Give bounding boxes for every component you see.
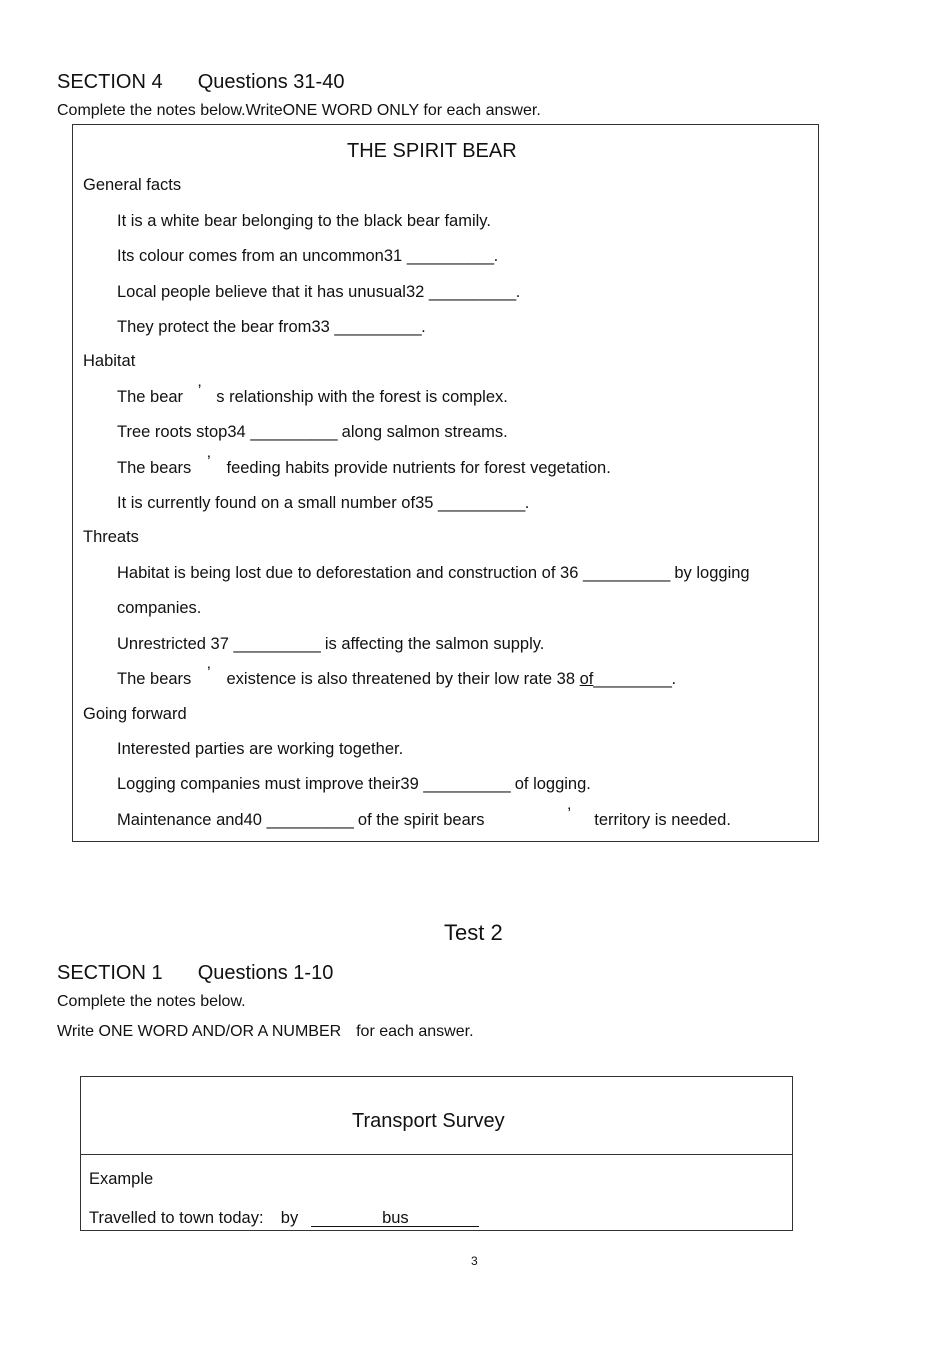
note-text: of the spirit bears — [357, 811, 485, 829]
instruction-text: Write — [57, 1023, 95, 1040]
note-text: Habitat is being lost due to deforestation and construction of — [117, 564, 556, 582]
instruction-text-end: for each answer. — [423, 102, 541, 119]
section-label: SECTION 1 — [57, 962, 163, 984]
note-text: It is currently found on a small number of — [117, 494, 416, 512]
apostrophe: ’ — [207, 453, 211, 471]
note-text: Logging companies must improve their — [117, 775, 401, 793]
section-4-instruction — [57, 102, 541, 120]
going-forward-heading: Going forward — [83, 705, 187, 723]
period: . — [493, 247, 499, 265]
period: . — [515, 283, 521, 301]
answer-blank-35[interactable]: __________ — [438, 494, 525, 512]
answer-blank-32[interactable]: __________ — [428, 283, 516, 301]
question-number-34: 34 — [227, 423, 246, 441]
question-number-31: 31 — [383, 247, 403, 265]
questions-range: Questions 1-10 — [197, 962, 334, 984]
spirit-bear-notes-box — [72, 124, 819, 842]
question-number-32: 32 — [405, 283, 425, 301]
notes-title: THE SPIRIT BEAR — [347, 140, 517, 162]
question-number-35: 35 — [415, 494, 434, 512]
note-text: of logging. — [514, 775, 591, 793]
section-1-instruction-2 — [57, 1023, 474, 1041]
period: . — [421, 318, 426, 336]
answer-blank-39[interactable]: __________ — [423, 775, 511, 793]
note-text: The bears — [117, 459, 192, 477]
period: . — [671, 670, 677, 688]
note-text: The bears — [117, 670, 192, 688]
section-1-heading — [57, 962, 333, 985]
general-facts-heading: General facts — [83, 176, 182, 194]
note-habitat-2 — [117, 423, 508, 442]
instruction-text: Complete the notes below.Write — [57, 102, 283, 119]
threats-heading: Threats — [83, 528, 139, 546]
note-general-4 — [117, 318, 426, 337]
answer-blank-38[interactable]: _________ — [593, 670, 672, 688]
instruction-emphasis: ONE WORD AND/OR A NUMBER — [98, 1023, 342, 1040]
instruction-text-end: for each answer. — [356, 1023, 474, 1040]
answer-blank-40[interactable]: __________ — [266, 811, 354, 829]
answer-blank-37[interactable]: __________ — [233, 635, 321, 653]
note-threats-2 — [117, 635, 544, 654]
note-text: existence is also threatened by their low rate — [226, 670, 553, 688]
answer-blank-36[interactable]: __________ — [583, 564, 670, 582]
question-number-37: 37 — [210, 635, 229, 653]
note-habitat-4 — [117, 494, 529, 513]
question-number-36: 36 — [560, 564, 579, 582]
note-text: Its colour comes from an uncommon — [117, 247, 384, 265]
note-threats-1 — [117, 564, 750, 583]
note-text: territory is needed. — [594, 811, 731, 829]
note-text: of — [579, 670, 594, 688]
period: . — [524, 494, 530, 512]
note-text: Unrestricted — [117, 635, 206, 653]
answer-blank-31[interactable]: __________ — [406, 247, 494, 265]
note-threats-1-cont: companies. — [117, 599, 202, 617]
example-answer — [311, 1210, 479, 1227]
apostrophe: ’ — [207, 664, 211, 682]
section-1-instruction-1: Complete the notes below. — [57, 993, 246, 1010]
note-text: Tree roots stop — [117, 423, 228, 441]
note-text: feeding habits provide nutrients for forest vegetation. — [226, 459, 611, 477]
apostrophe: ’ — [197, 382, 202, 400]
answer-blank-33[interactable]: __________ — [334, 318, 422, 336]
note-text: s relationship with the forest is complex. — [216, 388, 508, 406]
note-text: They protect the bear from — [117, 318, 312, 336]
example-answer-text: bus — [382, 1209, 409, 1227]
question-number-39: 39 — [400, 775, 419, 793]
test-2-title: Test 2 — [444, 920, 503, 945]
note-threats-3 — [117, 664, 677, 689]
section-label: SECTION 4 — [57, 71, 163, 93]
note-text: along salmon streams. — [341, 423, 508, 441]
note-forward-2 — [117, 775, 591, 794]
note-text: Local people believe that it has unusual — [117, 283, 406, 301]
note-text: The bear — [117, 388, 184, 406]
note-general-2 — [117, 247, 498, 266]
answer-blank-34[interactable]: __________ — [250, 423, 338, 441]
transport-survey-box — [80, 1076, 793, 1231]
note-general-1: It is a white bear belonging to the black bear family. — [117, 212, 491, 230]
page-number: 3 — [471, 1254, 478, 1268]
example-label: Example — [89, 1170, 154, 1188]
note-forward-3 — [117, 805, 731, 830]
note-text: by logging — [674, 564, 750, 582]
question-number-40: 40 — [243, 811, 262, 829]
question-number-38: 38 — [556, 670, 576, 688]
note-text: is affecting the salmon supply. — [324, 635, 545, 653]
habitat-heading: Habitat — [83, 352, 136, 370]
note-general-3 — [117, 283, 520, 302]
questions-range: Questions 31-40 — [197, 71, 345, 93]
section-4-heading — [57, 71, 344, 94]
example-text: Travelled to town today: — [89, 1209, 264, 1227]
note-forward-1: Interested parties are working together. — [117, 740, 404, 758]
note-text: Maintenance and — [117, 811, 244, 829]
instruction-emphasis: ONE WORD ONLY — [282, 102, 419, 119]
note-habitat-1 — [117, 382, 508, 407]
note-habitat-3 — [117, 453, 611, 478]
transport-survey-title: Transport Survey — [352, 1110, 505, 1132]
question-number-33: 33 — [311, 318, 330, 336]
box-divider — [81, 1154, 792, 1155]
example-line — [89, 1209, 479, 1228]
apostrophe: ’ — [567, 805, 572, 823]
example-by: by — [280, 1209, 299, 1227]
